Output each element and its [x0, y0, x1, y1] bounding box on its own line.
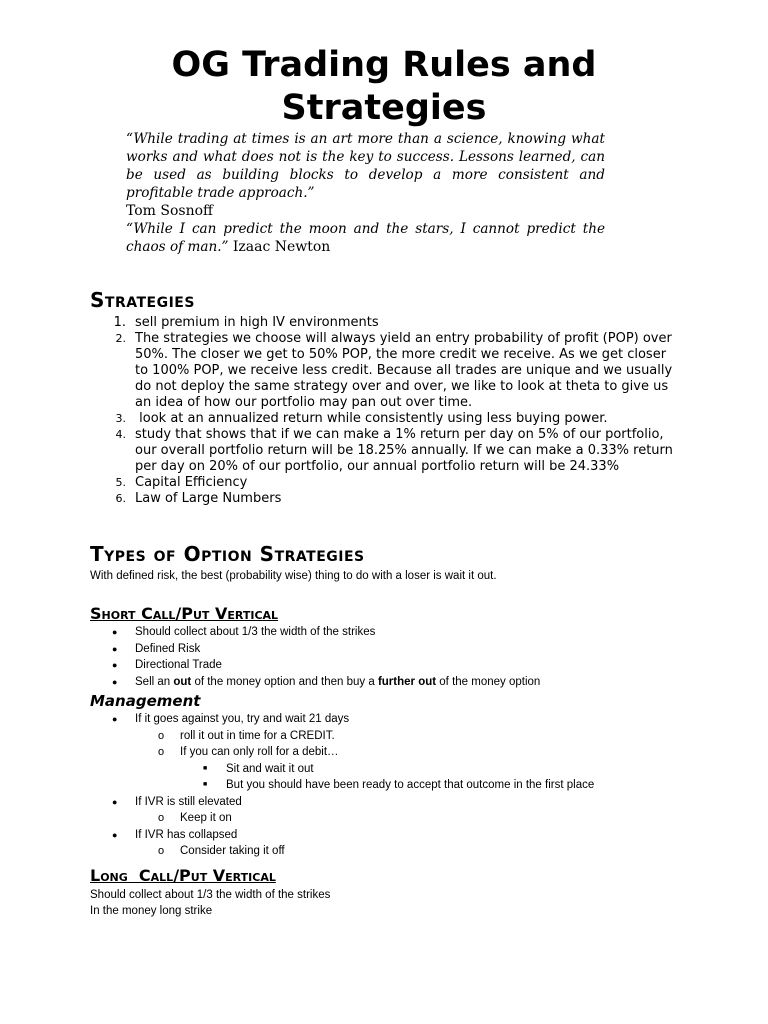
circle-bullet-icon: o — [158, 746, 165, 758]
bullet-icon: ● — [112, 714, 118, 724]
option-types-heading: Types of Option Strategies — [90, 542, 365, 566]
list-item: ● If it goes against you, try and wait 21 days — [90, 711, 690, 728]
square-bullet-icon: ■ — [203, 781, 208, 788]
bullet-icon: ● — [112, 676, 118, 687]
quote-author: Tom Sosnoff — [126, 203, 214, 219]
list-item: 1. sell premium in high IV environments — [113, 315, 379, 330]
list-item: o Keep it on — [90, 810, 690, 827]
option-types-intro: With defined risk, the best (probability wise) thing to do with a loser is wait it out. — [90, 570, 497, 582]
list-item: o Consider taking it off — [90, 843, 690, 860]
list-item: ● If IVR has collapsed — [90, 827, 690, 844]
list-item: ● Defined Risk — [90, 641, 690, 658]
short-vertical-list — [90, 624, 690, 690]
quote-sosnoff — [126, 130, 605, 220]
strategies-heading: Strategies — [90, 288, 195, 312]
list-item: ● If IVR is still elevated — [90, 794, 690, 811]
list-item: 6. Law of Large Numbers — [115, 491, 282, 506]
list-item: 4. study that shows that if we can make a 1% return per day on 5% of our portfolio, our overall portfolio return will be 18.25% annually. If we can make a 0.33% return per day on 20% of our portfolio, our annual portfolio return will be 24.33% — [115, 427, 673, 474]
long-vertical-line: In the money long strike — [90, 905, 213, 917]
quote-text: “While I can predict the moon and the stars, I cannot predict the chaos of man.” Izaac Newton — [126, 221, 605, 255]
long-vertical-line: Should collect about 1/3 the width of the strikes — [90, 889, 331, 901]
circle-bullet-icon: o — [158, 729, 165, 742]
title-line-2: Strategies — [281, 88, 487, 128]
list-item: ■ But you should have been ready to accept that outcome in the first place — [90, 777, 690, 794]
circle-bullet-icon: o — [158, 812, 165, 824]
quote-newton — [126, 220, 605, 256]
bullet-icon: ● — [112, 829, 118, 840]
bullet-icon: ● — [112, 660, 118, 670]
long-vertical-heading: Long Call/Put Vertical — [90, 866, 276, 885]
list-item: 5. Capital Efficiency — [115, 475, 248, 490]
circle-bullet-icon: o — [158, 845, 165, 857]
list-item: ● Should collect about 1/3 the width of the strikes — [90, 624, 690, 641]
short-vertical-heading: Short Call/Put Vertical — [90, 604, 279, 623]
square-bullet-icon: ■ — [203, 764, 208, 772]
bullet-icon: ● — [112, 643, 118, 654]
list-item: ● Sell an out of the money option and then buy a further out of the money option — [90, 674, 690, 691]
management-heading: Management — [90, 692, 201, 710]
list-item: 3. look at an annualized return while consistently using less buying power. — [115, 411, 608, 426]
list-item: ■ Sit and wait it out — [90, 761, 690, 778]
page-title — [90, 44, 678, 130]
management-list — [90, 711, 690, 860]
bullet-icon: ● — [112, 796, 118, 807]
strategies-list — [90, 315, 680, 507]
list-item: ● Directional Trade — [90, 657, 690, 674]
title-line-1: OG Trading Rules and — [171, 45, 597, 85]
list-item: o If you can only roll for a debit… — [90, 744, 690, 761]
list-item: o roll it out in time for a CREDIT. — [90, 728, 690, 745]
quote-author: Izaac Newton — [232, 239, 331, 255]
quote-text: “While trading at times is an art more than a science, knowing what works and what does not is the key to success. Lessons learned, can be used as building blocks to develop a more consistent and profitable trade approach.” — [126, 131, 605, 201]
list-item: 2. The strategies we choose will always yield an entry probability of profit (POP) over 50%. The closer we get to 50% POP, the more credit we receive. As we get closer to 100% POP, we receive less credit. Because all trades are unique and we usually do not deploy the same strategy over and over, we like to look at theta to give us an idea of how our portfolio may pan out over time. — [115, 331, 673, 410]
bullet-icon: ● — [112, 627, 118, 637]
